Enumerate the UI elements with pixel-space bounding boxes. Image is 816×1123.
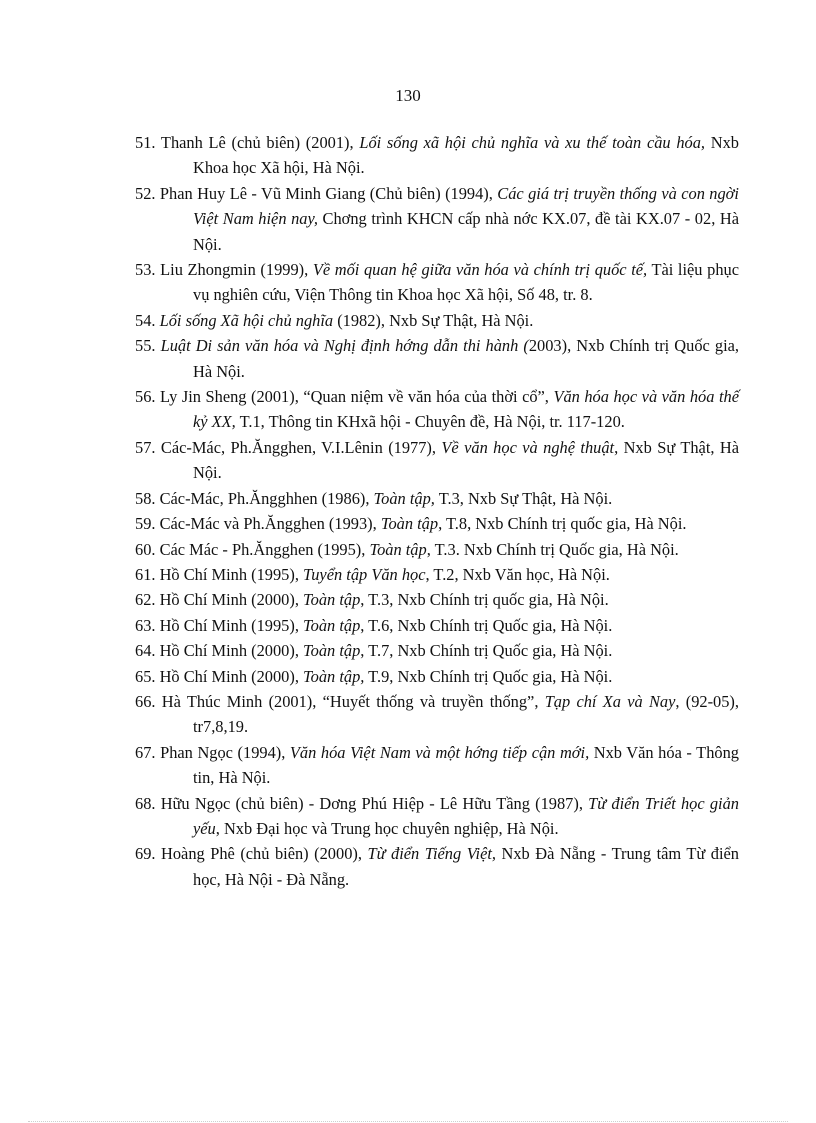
reference-number: 67. — [135, 742, 156, 762]
reference-number: 53. — [135, 260, 156, 280]
reference-number: 51. — [135, 133, 156, 152]
reference-text: T.3, Nxb Sự Thật, Hà Nội. — [434, 488, 613, 508]
reference-title: Văn hóa Việt Nam và một hớng tiếp cận mới, — [289, 742, 590, 762]
reference-title: Lối sống xã hội chủ nghĩa và xu thế toàn cầu hóa, — [359, 133, 706, 152]
reference-number: 56. — [135, 387, 156, 407]
reference-text: Hoàng Phê (chủ biên) (2000), — [155, 844, 368, 864]
reference-text: Các-Mác, Ph.Ăngghhen (1986), — [155, 488, 374, 508]
reference-number: 52. — [135, 183, 156, 203]
reference-item — [135, 511, 739, 536]
reference-item — [135, 664, 739, 689]
reference-text: Thanh Lê (chủ biên) (2001), — [155, 133, 360, 152]
reference-number: 61. — [135, 564, 156, 584]
reference-title: Từ điển Triết học giản yếu — [193, 793, 739, 838]
reference-title: Về mối quan hệ giữa văn hóa và chính trị quốc tế, — [312, 260, 648, 280]
reference-text: Nxb Đà Nẵng - Trung tâm Từ điển học, Hà Nội - Đà Nẵng. — [193, 844, 739, 889]
reference-number: 68. — [135, 793, 156, 813]
reference-text: Hà Thúc Minh (2001), “Huyết thống và truyền thống”, — [155, 691, 545, 711]
reference-title: Văn hóa học và văn hóa thế kỷ XX, — [193, 387, 739, 432]
reference-title: Toàn tập — [303, 590, 361, 610]
reference-text: Hồ Chí Minh (2000), — [155, 641, 304, 661]
reference-number: 66. — [135, 691, 156, 711]
reference-text: , T.2, Nxb Văn học, Hà Nội. — [425, 564, 610, 584]
reference-text: Hồ Chí Minh (2000), — [155, 590, 304, 610]
reference-list — [135, 130, 739, 892]
reference-number: 57. — [135, 437, 156, 457]
reference-text: T.1, Thông tin KHxã hội - Chuyên đề, Hà Nội, tr. 117-120. — [235, 412, 625, 432]
reference-title: Các giá trị truyền thống và con ngời Việt Nam hiện nay, — [193, 183, 739, 229]
reference-text: Ly Jin Sheng (2001), “Quan niệm về văn hóa của thời cổ”, — [155, 387, 554, 407]
reference-item — [135, 384, 739, 435]
reference-text: , T.7, Nxb Chính trị Quốc gia, Hà Nội. — [360, 641, 613, 661]
reference-number: 69. — [135, 844, 156, 864]
reference-text: 2003), Nxb Chính trị Quốc gia, Hà Nội. — [193, 336, 739, 381]
reference-text: Hồ Chí Minh (1995), — [155, 564, 304, 584]
reference-text: Hồ Chí Minh (2000), — [155, 666, 304, 686]
reference-text: Hồ Chí Minh (1995), — [155, 615, 304, 635]
reference-number: 62. — [135, 590, 156, 610]
reference-number: 58. — [135, 488, 156, 508]
reference-text: T.9, Nxb Chính trị Quốc gia, Hà Nội. — [364, 666, 613, 686]
reference-text: Tài liệu phục vụ nghiên cứu, Viện Thông tin Khoa học Xã hội, Số 48, tr. 8. — [193, 260, 739, 305]
reference-number: 54. — [135, 310, 156, 330]
footer-divider — [28, 1121, 788, 1122]
reference-item — [135, 130, 739, 181]
reference-item — [135, 562, 739, 587]
reference-text: , T.3, Nxb Chính trị quốc gia, Hà Nội. — [360, 590, 609, 610]
reference-text: Phan Huy Lê - Vũ Minh Giang (Chủ biên) (1994), — [155, 183, 498, 203]
reference-title: Tuyển tập Văn học — [303, 564, 426, 584]
reference-text: (1982), Nxb Sự Thật, Hà Nội. — [333, 310, 534, 330]
reference-text: Liu Zhongmin (1999), — [155, 260, 313, 280]
reference-item — [135, 537, 739, 562]
reference-item — [135, 841, 739, 892]
reference-title: Toàn tập — [380, 514, 439, 534]
reference-number: 55. — [135, 336, 156, 356]
reference-title: Toàn tập — [303, 615, 361, 635]
reference-item — [135, 257, 739, 308]
reference-text: Các Mác - Ph.Ăngghen (1995), — [155, 539, 370, 559]
reference-item — [135, 740, 739, 791]
reference-title: Về văn học và nghệ thuật — [441, 437, 615, 457]
reference-number: 60. — [135, 539, 156, 559]
reference-item — [135, 435, 739, 486]
reference-item — [135, 587, 739, 612]
reference-item — [135, 791, 739, 842]
reference-item — [135, 689, 739, 740]
reference-number: 63. — [135, 615, 156, 635]
reference-text: Các-Mác và Ph.Ăngghen (1993), — [155, 514, 381, 534]
reference-text: , (92-05), tr7,8,19. — [193, 691, 739, 737]
reference-text: , T.6, Nxb Chính trị Quốc gia, Hà Nội. — [360, 615, 613, 635]
reference-number: 59. — [135, 514, 156, 534]
reference-item — [135, 486, 739, 511]
reference-text: , Nxb Sự Thật, Hà Nội. — [193, 437, 739, 483]
reference-text: Nxb Khoa học Xã hội, Hà Nội. — [193, 133, 740, 178]
reference-text: , Nxb Đại học và Trung học chuyên nghiệp, Hà Nội. — [215, 818, 559, 838]
reference-item — [135, 638, 739, 663]
reference-number: 64. — [135, 641, 156, 661]
reference-title: Toàn tập, — [373, 488, 435, 508]
reference-text: Nxb Văn hóa - Thông tin, Hà Nội. — [193, 742, 739, 788]
reference-title: Toàn tập — [369, 539, 427, 559]
reference-title: Lối sống Xã hội chủ nghĩa — [159, 310, 334, 330]
page-number: 130 — [395, 86, 421, 105]
reference-title: Tạp chí Xa và Nay — [544, 691, 676, 711]
reference-text: , T.3. Nxb Chính trị Quốc gia, Hà Nội. — [426, 539, 679, 559]
reference-text: Phan Ngọc (1994), — [155, 742, 290, 762]
reference-item — [135, 181, 739, 257]
reference-title: Toàn tập, — [303, 666, 365, 686]
reference-text: Chơng trình KHCN cấp nhà nớc KX.07, đề tài KX.07 - 02, Hà Nội. — [193, 209, 739, 254]
reference-text: Hữu Ngọc (chủ biên) - Dơng Phú Hiệp - Lê Hữu Tầng (1987), — [155, 793, 589, 813]
reference-title: Toàn tập — [303, 641, 361, 661]
reference-title: Từ điển Tiếng Việt, — [367, 844, 496, 864]
reference-item — [135, 333, 739, 384]
reference-title: Luật Di sản văn hóa và Nghị định hớng dẫn thi hành ( — [160, 336, 529, 356]
reference-item — [135, 308, 739, 333]
reference-text: , T.8, Nxb Chính trị quốc gia, Hà Nội. — [438, 514, 687, 534]
reference-text: Các-Mác, Ph.Ăngghen, V.I.Lênin (1977), — [155, 437, 442, 457]
reference-item — [135, 613, 739, 638]
reference-number: 65. — [135, 666, 156, 686]
